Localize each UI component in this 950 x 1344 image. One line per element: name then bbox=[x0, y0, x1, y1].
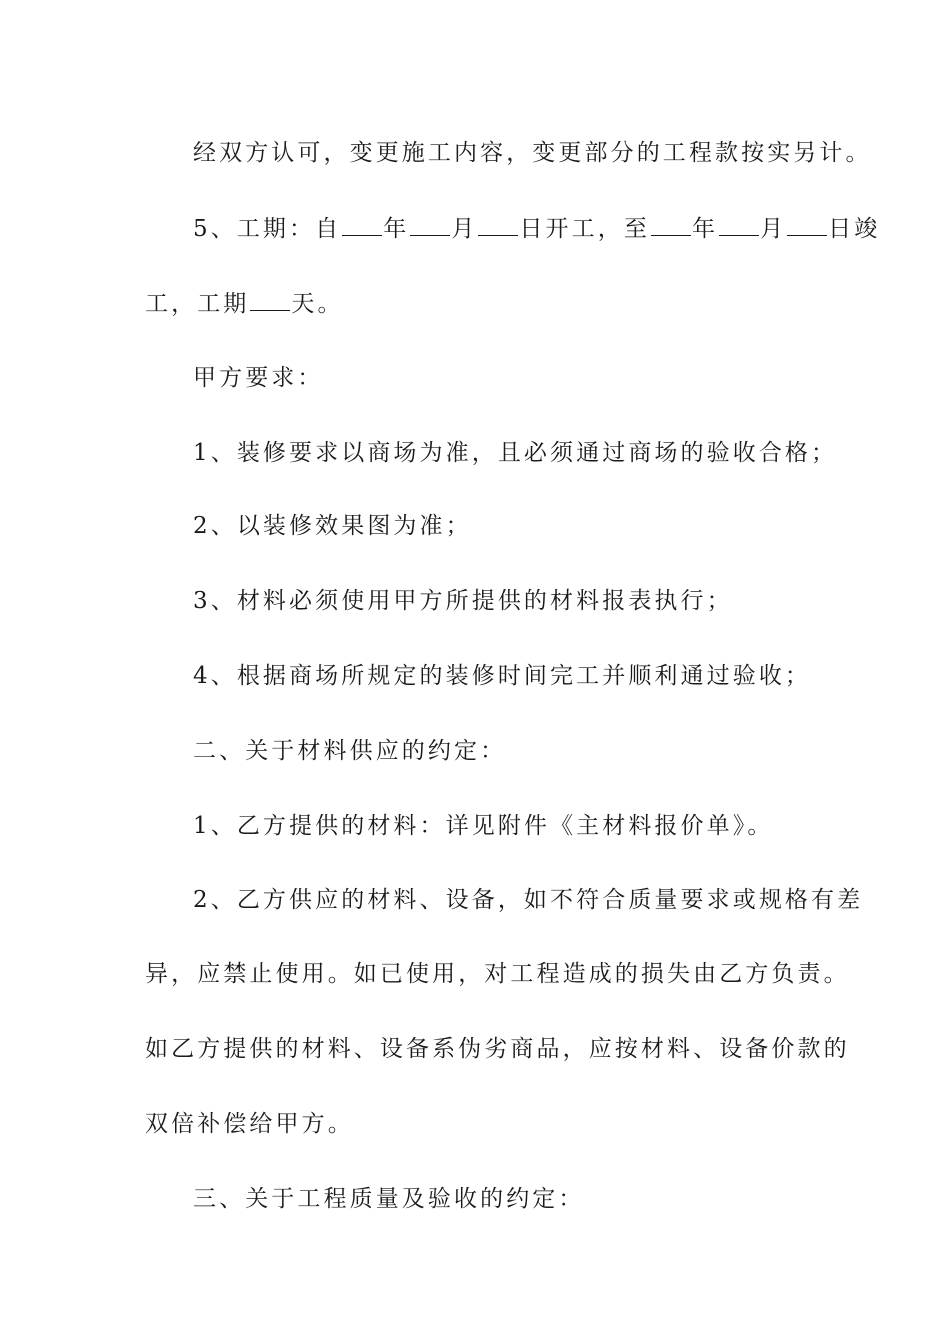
requirement-item-1: 1、装修要求以商场为准，且必须通过商场的验收合格； bbox=[193, 440, 838, 466]
paragraph-schedule-cont bbox=[145, 288, 815, 319]
material-item-2-line-4: 双倍补偿给甲方。 bbox=[145, 1111, 354, 1137]
blank-end-year[interactable] bbox=[651, 213, 691, 236]
schedule-month-label: 月 bbox=[451, 216, 478, 242]
schedule-day-end-label: 日竣 bbox=[828, 216, 881, 242]
material-item-2-line-1: 2、乙方供应的材料、设备，如不符合质量要求或规格有差 bbox=[193, 887, 864, 913]
blank-end-day[interactable] bbox=[787, 213, 827, 236]
material-item-2-line-2: 异，应禁止使用。如已使用，对工程造成的损失由乙方负责。 bbox=[145, 961, 850, 987]
schedule-duration-label: 工，工期 bbox=[145, 291, 250, 317]
blank-start-month[interactable] bbox=[410, 213, 450, 236]
blank-end-month[interactable] bbox=[719, 213, 759, 236]
material-item-2-line-3: 如乙方提供的材料、设备系伪劣商品，应按材料、设备价款的 bbox=[145, 1036, 850, 1062]
blank-duration-days[interactable] bbox=[250, 288, 290, 311]
requirement-item-2: 2、以装修效果图为准； bbox=[193, 513, 472, 539]
paragraph-change-terms: 经双方认可，变更施工内容，变更部分的工程款按实另计。 bbox=[193, 140, 872, 166]
blank-start-day[interactable] bbox=[478, 213, 518, 236]
schedule-year2-label: 年 bbox=[691, 216, 719, 242]
paragraph-schedule bbox=[193, 213, 881, 244]
schedule-day-start-label: 日开工，至 bbox=[519, 216, 650, 242]
schedule-days-suffix: 天。 bbox=[291, 291, 344, 317]
schedule-prefix: 5、工期：自 bbox=[193, 216, 342, 242]
schedule-year-label: 年 bbox=[383, 216, 410, 242]
requirement-item-3: 3、材料必须使用甲方所提供的材料报表执行； bbox=[193, 588, 733, 614]
heading-party-a-requirements: 甲方要求： bbox=[193, 365, 324, 391]
schedule-month2-label: 月 bbox=[760, 216, 787, 242]
material-item-1: 1、乙方提供的材料：详见附件《主材料报价单》。 bbox=[193, 813, 774, 839]
requirement-item-4: 4、根据商场所规定的装修时间完工并顺利通过验收； bbox=[193, 663, 812, 689]
heading-quality-acceptance: 三、关于工程质量及验收的约定： bbox=[193, 1186, 585, 1212]
blank-start-year[interactable] bbox=[342, 213, 382, 236]
heading-material-supply: 二、关于材料供应的约定： bbox=[193, 738, 507, 764]
